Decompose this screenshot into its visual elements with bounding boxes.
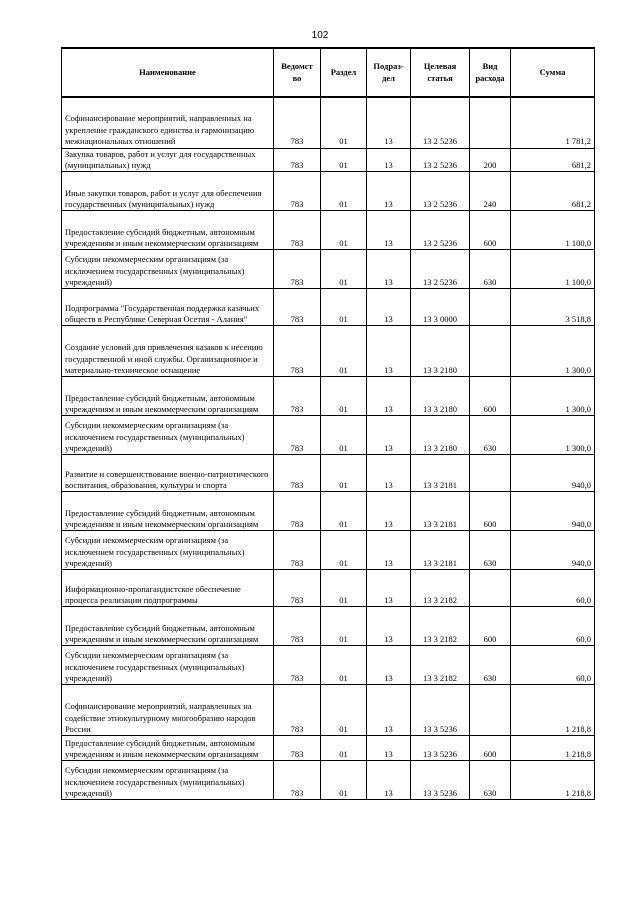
table-cell-vedomstvo: 783	[274, 736, 321, 761]
table-cell-razdel: 01	[321, 492, 367, 531]
table-cell-summa: 1 300,0	[511, 326, 595, 377]
table-row	[62, 416, 595, 455]
table-cell-vid	[470, 289, 511, 326]
table-cell-podrazdel: 13	[367, 455, 411, 492]
table-cell-summa: 681,2	[511, 172, 595, 211]
table-cell-vid: 600	[470, 211, 511, 250]
table-cell-celevaya: 13 3 5236	[411, 736, 470, 761]
table-cell-podrazdel: 13	[367, 289, 411, 326]
table-cell-vedomstvo: 783	[274, 455, 321, 492]
table-row	[62, 685, 595, 736]
table-cell-name: Субсидии некоммерческим организациям (за исключением государственных (муниципальных) учреждений)	[62, 250, 274, 289]
table-row	[62, 492, 595, 531]
header-razdel: Раздел	[321, 48, 367, 97]
table-cell-vedomstvo: 783	[274, 761, 321, 800]
table-cell-razdel: 01	[321, 531, 367, 570]
table-cell-summa: 681,2	[511, 148, 595, 172]
header-name: Наименование	[62, 48, 274, 97]
table-row	[62, 646, 595, 685]
budget-table	[61, 47, 595, 800]
table-cell-name: Предоставление субсидий бюджетным, автономным учреждениям и иным некоммерческим организациям	[62, 211, 274, 250]
table-cell-podrazdel: 13	[367, 148, 411, 172]
table-row	[62, 326, 595, 377]
table-cell-celevaya: 13 2 5236	[411, 172, 470, 211]
table-cell-vedomstvo: 783	[274, 416, 321, 455]
table-cell-celevaya: 13 3 2181	[411, 492, 470, 531]
table-cell-razdel: 01	[321, 172, 367, 211]
table-cell-celevaya: 13 2 5236	[411, 250, 470, 289]
table-cell-razdel: 01	[321, 646, 367, 685]
table-cell-razdel: 01	[321, 211, 367, 250]
table-body	[62, 97, 595, 800]
table-cell-name: Субсидии некоммерческим организациям (за исключением государственных (муниципальных) учреждений)	[62, 761, 274, 800]
table-cell-vedomstvo: 783	[274, 492, 321, 531]
table-cell-name: Закупка товаров, работ и услуг для государственных (муниципальных) нужд	[62, 148, 274, 172]
table-cell-celevaya: 13 3 2180	[411, 377, 470, 416]
table-cell-vedomstvo: 783	[274, 377, 321, 416]
table-cell-podrazdel: 13	[367, 570, 411, 607]
table-cell-name: Информационно-пропагандистское обеспечение процесса реализации подпрограммы	[62, 570, 274, 607]
header-summa: Сумма	[511, 48, 595, 97]
table-cell-razdel: 01	[321, 607, 367, 646]
table-cell-vid: 600	[470, 736, 511, 761]
table-cell-summa: 1 100,0	[511, 211, 595, 250]
table-cell-vedomstvo: 783	[274, 148, 321, 172]
table-cell-podrazdel: 13	[367, 211, 411, 250]
table-cell-summa: 1 218,8	[511, 685, 595, 736]
table-row	[62, 289, 595, 326]
table-cell-summa: 940,0	[511, 531, 595, 570]
table-cell-vid	[470, 570, 511, 607]
table-cell-vid: 600	[470, 492, 511, 531]
table-cell-summa: 60,0	[511, 607, 595, 646]
table-cell-razdel: 01	[321, 736, 367, 761]
table-cell-celevaya: 13 2 5236	[411, 211, 470, 250]
table-cell-celevaya: 13 2 5236	[411, 97, 470, 148]
table-cell-celevaya: 13 3 2181	[411, 531, 470, 570]
table-cell-vedomstvo: 783	[274, 646, 321, 685]
table-cell-podrazdel: 13	[367, 761, 411, 800]
table-cell-celevaya: 13 3 0000	[411, 289, 470, 326]
table-cell-name: Развитие и совершенствование военно-патриотического воспитания, образования, культуры и спорта	[62, 455, 274, 492]
table-cell-razdel: 01	[321, 377, 367, 416]
table-cell-vid: 630	[470, 416, 511, 455]
table-cell-vedomstvo: 783	[274, 607, 321, 646]
table-cell-vid: 600	[470, 377, 511, 416]
table-row	[62, 455, 595, 492]
header-celevaya: Целевая статья	[411, 48, 470, 97]
table-cell-celevaya: 13 3 2180	[411, 326, 470, 377]
table-cell-summa: 1 218,8	[511, 736, 595, 761]
table-cell-summa: 1 218,8	[511, 761, 595, 800]
table-cell-name: Иные закупки товаров, работ и услуг для обеспечения государственных (муниципальных) нужд	[62, 172, 274, 211]
table-row	[62, 172, 595, 211]
table-cell-podrazdel: 13	[367, 416, 411, 455]
table-cell-vedomstvo: 783	[274, 289, 321, 326]
table-cell-summa: 940,0	[511, 455, 595, 492]
table-row	[62, 211, 595, 250]
table-row	[62, 761, 595, 800]
table-row	[62, 97, 595, 148]
table-cell-vedomstvo: 783	[274, 326, 321, 377]
table-row	[62, 736, 595, 761]
table-cell-vid	[470, 455, 511, 492]
table-cell-name: Предоставление субсидий бюджетным, автономным учреждениям и иным некоммерческим организациям	[62, 736, 274, 761]
table-cell-razdel: 01	[321, 416, 367, 455]
header-vedomstvo: Ведомст во	[274, 48, 321, 97]
table-cell-name: Софинансирование мероприятий, направленных на укрепление гражданского единства и гармонизацию межнациональных отношений	[62, 97, 274, 148]
table-cell-razdel: 01	[321, 250, 367, 289]
table-cell-razdel: 01	[321, 97, 367, 148]
table-cell-vid: 630	[470, 646, 511, 685]
table-cell-vedomstvo: 783	[274, 570, 321, 607]
table-cell-name: Предоставление субсидий бюджетным, автономным учреждениям и иным некоммерческим организациям	[62, 492, 274, 531]
table-cell-podrazdel: 13	[367, 377, 411, 416]
table-cell-summa: 60,0	[511, 646, 595, 685]
table-cell-vedomstvo: 783	[274, 172, 321, 211]
table-cell-podrazdel: 13	[367, 685, 411, 736]
table-cell-celevaya: 13 2 5236	[411, 148, 470, 172]
table-cell-summa: 940,0	[511, 492, 595, 531]
table-cell-razdel: 01	[321, 570, 367, 607]
table-cell-celevaya: 13 3 5236	[411, 685, 470, 736]
table-row	[62, 531, 595, 570]
table-cell-razdel: 01	[321, 289, 367, 326]
header-podrazdel: Подраз- дел	[367, 48, 411, 97]
table-cell-vid: 630	[470, 250, 511, 289]
table-cell-name: Предоставление субсидий бюджетным, автономным учреждениям и иным некоммерческим организациям	[62, 607, 274, 646]
table-cell-summa: 1 300,0	[511, 377, 595, 416]
table-cell-vid: 600	[470, 607, 511, 646]
table-cell-celevaya: 13 3 2182	[411, 607, 470, 646]
table-cell-podrazdel: 13	[367, 736, 411, 761]
table-cell-podrazdel: 13	[367, 326, 411, 377]
table-cell-summa: 60,0	[511, 570, 595, 607]
table-cell-razdel: 01	[321, 685, 367, 736]
table-cell-summa: 3 518,8	[511, 289, 595, 326]
table-cell-celevaya: 13 3 2180	[411, 416, 470, 455]
table-row	[62, 570, 595, 607]
table-cell-vid: 630	[470, 761, 511, 800]
table-cell-name: Субсидии некоммерческим организациям (за исключением государственных (муниципальных) учреждений)	[62, 646, 274, 685]
table-cell-vid	[470, 326, 511, 377]
header-vid: Вид расхода	[470, 48, 511, 97]
table-row	[62, 148, 595, 172]
table-cell-podrazdel: 13	[367, 607, 411, 646]
table-cell-name: Субсидии некоммерческим организациям (за исключением государственных (муниципальных) учреждений)	[62, 416, 274, 455]
table-cell-name: Софинансирование мероприятий, направленных на содействие этнокультурному многообразию народов России	[62, 685, 274, 736]
table-row	[62, 377, 595, 416]
table-cell-celevaya: 13 3 2182	[411, 570, 470, 607]
table-cell-name: Подпрограмма "Государственная поддержка казачьих обществ в Республике Северная Осетия - Алания"	[62, 289, 274, 326]
table-cell-summa: 1 100,0	[511, 250, 595, 289]
table-cell-celevaya: 13 3 5236	[411, 761, 470, 800]
table-cell-podrazdel: 13	[367, 97, 411, 148]
table-cell-podrazdel: 13	[367, 172, 411, 211]
table-cell-vedomstvo: 783	[274, 97, 321, 148]
table-cell-vid: 240	[470, 172, 511, 211]
table-cell-vid: 630	[470, 531, 511, 570]
table-cell-razdel: 01	[321, 761, 367, 800]
table-cell-vid: 200	[470, 148, 511, 172]
table-cell-vid	[470, 685, 511, 736]
table-cell-celevaya: 13 3 2181	[411, 455, 470, 492]
table-cell-podrazdel: 13	[367, 492, 411, 531]
table-cell-podrazdel: 13	[367, 250, 411, 289]
table-cell-celevaya: 13 3 2182	[411, 646, 470, 685]
table-header	[62, 48, 595, 97]
table-cell-vedomstvo: 783	[274, 531, 321, 570]
table-cell-vedomstvo: 783	[274, 685, 321, 736]
table-cell-vid	[470, 97, 511, 148]
table-row	[62, 250, 595, 289]
table-cell-vedomstvo: 783	[274, 211, 321, 250]
table-cell-razdel: 01	[321, 148, 367, 172]
table-cell-razdel: 01	[321, 455, 367, 492]
table-cell-summa: 1 781,2	[511, 97, 595, 148]
table-cell-podrazdel: 13	[367, 646, 411, 685]
table-row	[62, 607, 595, 646]
table-cell-name: Предоставление субсидий бюджетным, автономным учреждениям и иным некоммерческим организациям	[62, 377, 274, 416]
table-cell-razdel: 01	[321, 326, 367, 377]
table-cell-vedomstvo: 783	[274, 250, 321, 289]
table-cell-summa: 1 300,0	[511, 416, 595, 455]
table-cell-name: Субсидии некоммерческим организациям (за исключением государственных (муниципальных) учреждений)	[62, 531, 274, 570]
page-number: 102	[311, 30, 329, 41]
table-cell-name: Создание условий для привлечения казаков к несению государственной и иной службы. Организационное и материально-техническое оснащение	[62, 326, 274, 377]
table-cell-podrazdel: 13	[367, 531, 411, 570]
